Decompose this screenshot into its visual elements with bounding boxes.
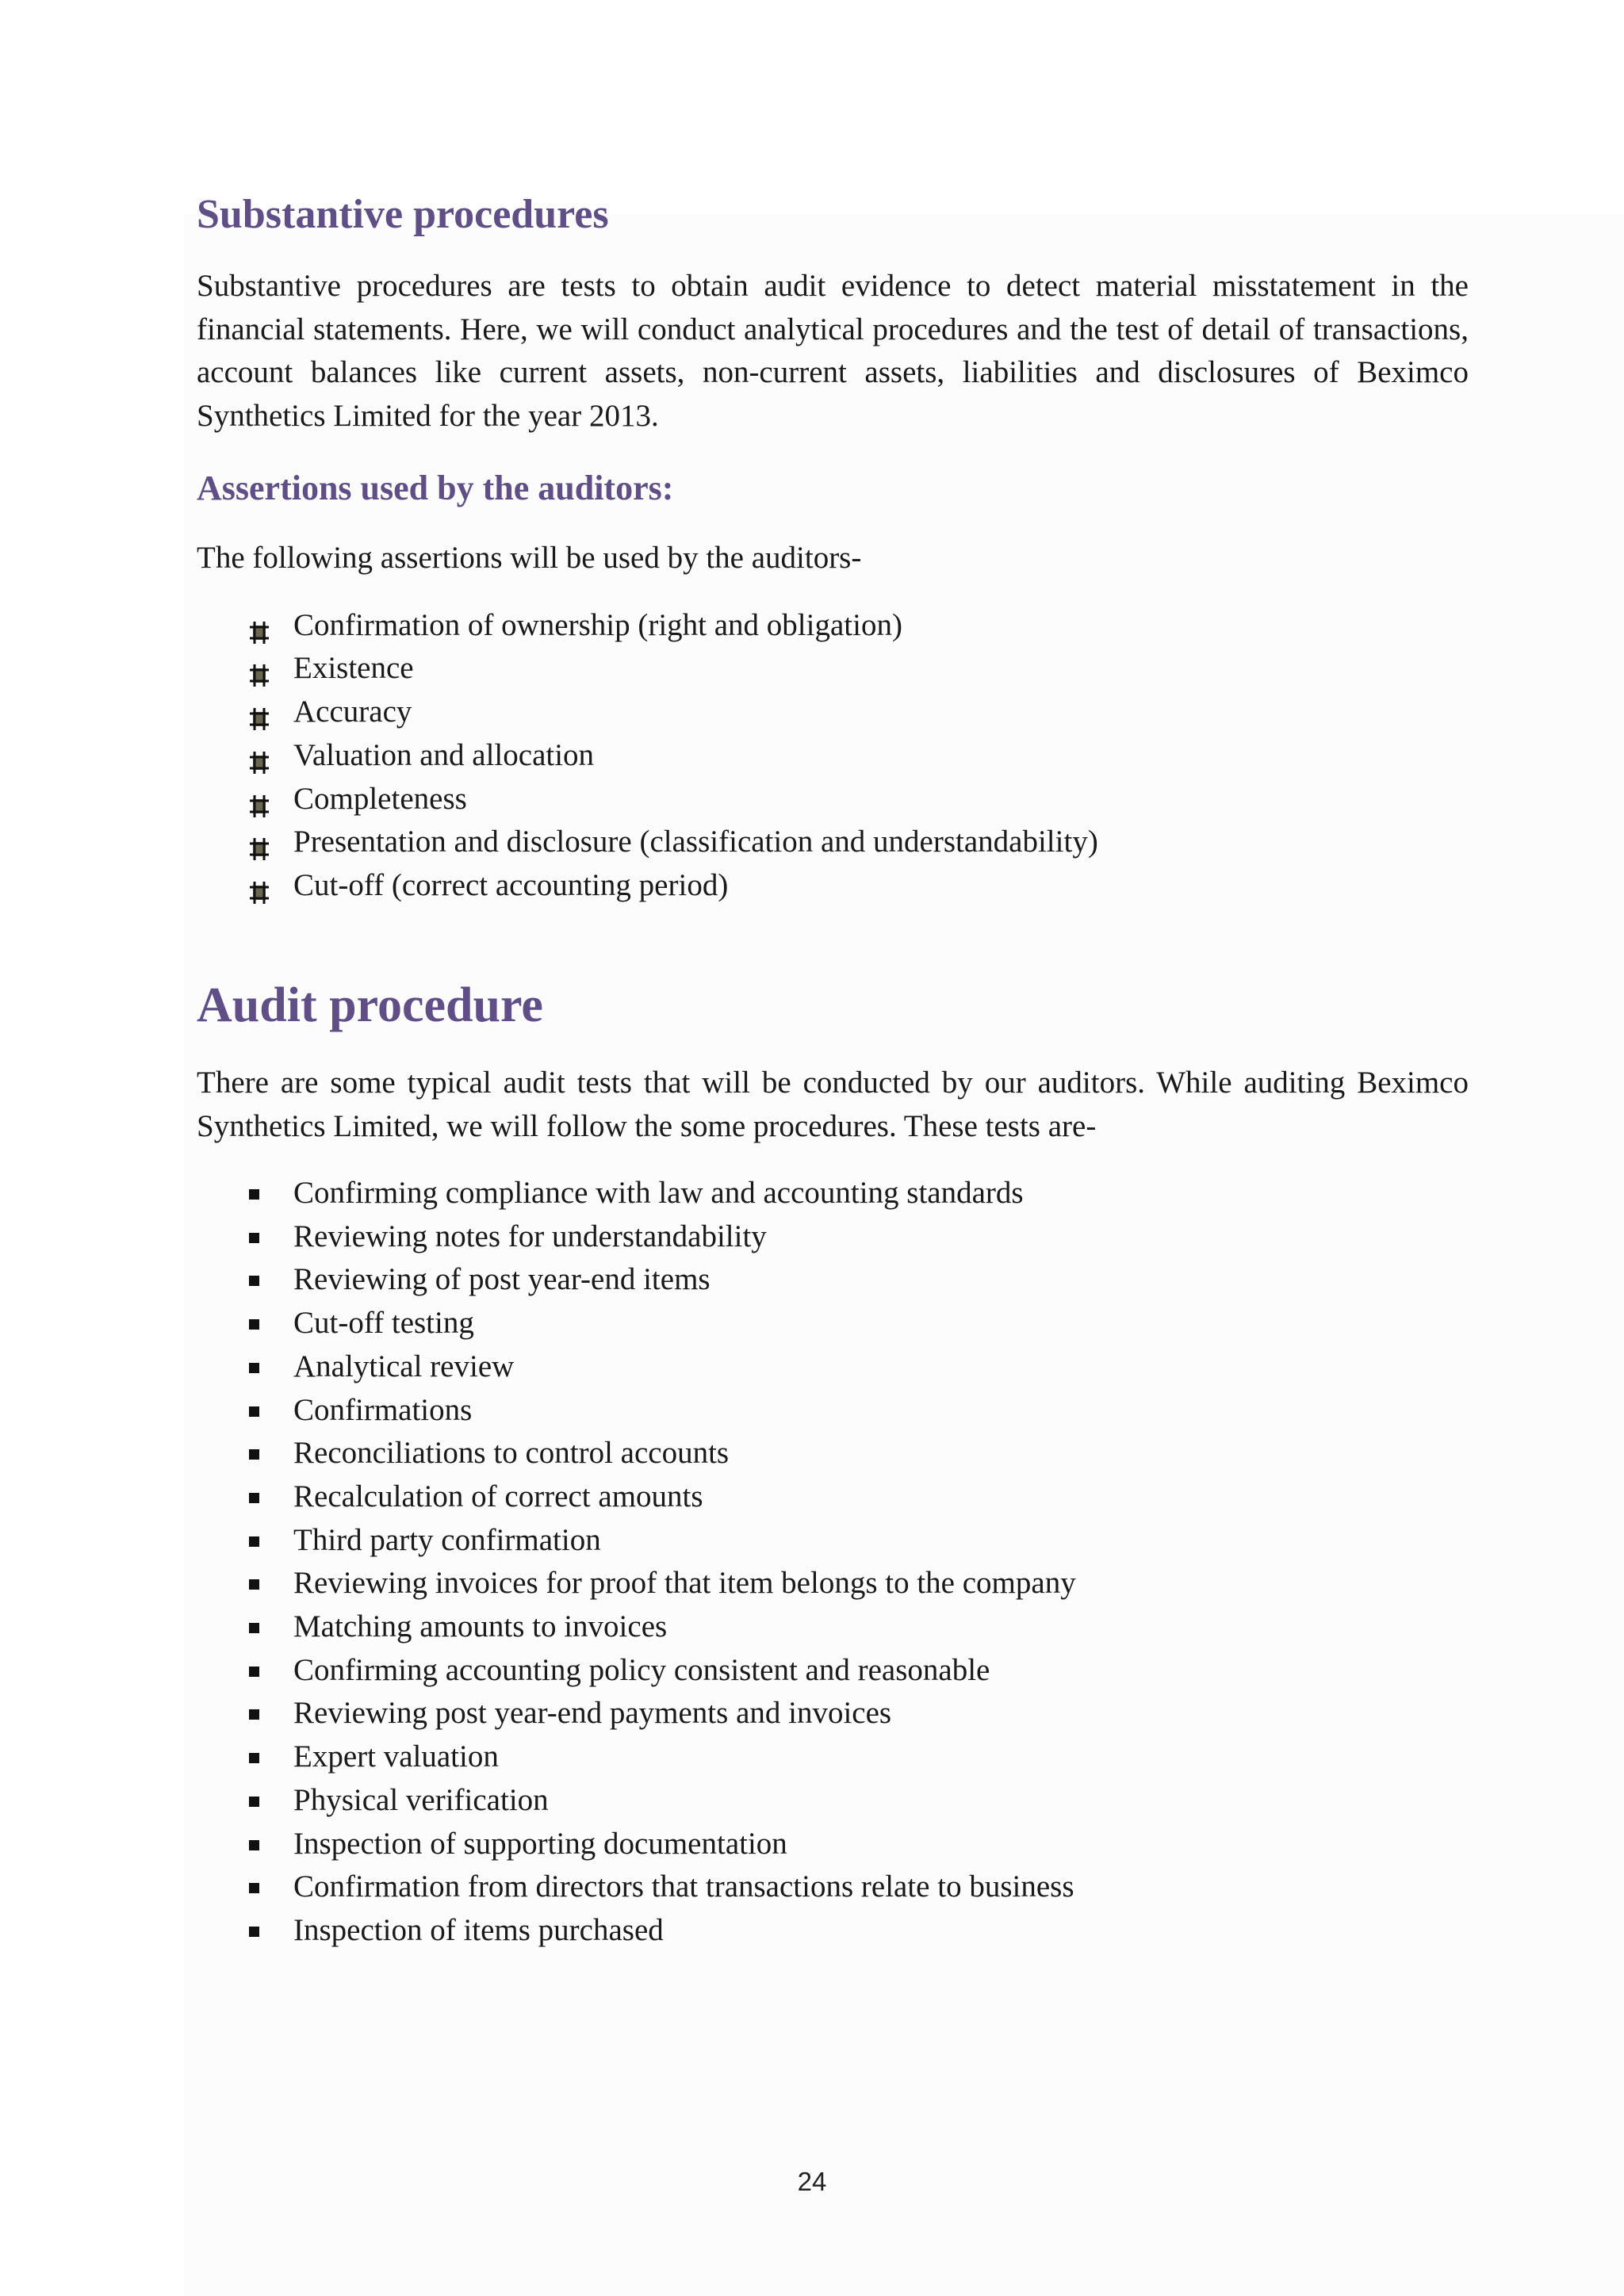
list-item bbox=[197, 1735, 1469, 1779]
paragraph-assertions-intro: The following assertions will be used by the auditors- bbox=[197, 541, 862, 576]
square-bullet-icon bbox=[249, 1623, 259, 1633]
list-item-label: Confirming compliance with law and accounting standards bbox=[293, 1176, 1024, 1210]
list-item bbox=[197, 1475, 1469, 1519]
list-item bbox=[197, 1432, 1469, 1475]
square-bullet-icon bbox=[249, 1493, 259, 1503]
list-item bbox=[197, 691, 1469, 734]
list-item bbox=[197, 1866, 1469, 1909]
list-item-label: Reviewing invoices for proof that item belongs to the company bbox=[293, 1566, 1076, 1601]
list-item bbox=[197, 1605, 1469, 1649]
paragraph-audit-procedure: There are some typical audit tests that will be conducted by our auditors. While auditing Beximco Synthetics Limited, we will follow the some procedures. These tests are- bbox=[197, 1066, 1469, 1143]
list-item bbox=[197, 604, 1469, 648]
square-bullet-icon bbox=[249, 1927, 259, 1937]
list-item bbox=[197, 864, 1469, 908]
list-item bbox=[197, 734, 1469, 778]
list-item-label: Inspection of supporting documentation bbox=[293, 1826, 787, 1861]
heading-assertions: Assertions used by the auditors: bbox=[197, 469, 674, 508]
list-item-label: Recalculation of correct amounts bbox=[293, 1479, 703, 1513]
square-bullet-icon bbox=[249, 1579, 259, 1590]
procedures-list bbox=[197, 1172, 1469, 1953]
square-bullet-icon bbox=[249, 1319, 259, 1330]
document-body bbox=[197, 190, 1469, 1953]
square-bullet-icon bbox=[249, 1406, 259, 1417]
list-item-label: Confirmations bbox=[293, 1392, 473, 1427]
list-item-label: Reviewing of post year-end items bbox=[293, 1262, 710, 1297]
list-item bbox=[197, 1389, 1469, 1433]
list-item bbox=[197, 647, 1469, 691]
list-item bbox=[197, 778, 1469, 821]
list-item-label: Reviewing post year-end payments and invoices bbox=[293, 1696, 892, 1731]
page-number: 24 bbox=[797, 2167, 827, 2196]
list-item-label: Physical verification bbox=[293, 1782, 549, 1817]
list-item bbox=[197, 1649, 1469, 1693]
paragraph-substantive-procedures: Substantive procedures are tests to obtain audit evidence to detect material misstatement in the financial statements. Here, we will conduct analytical procedures and the test of detail of transactions, account balances like current assets, non-current assets, liabilities and disclosures of Beximco Synthetics Limited for the year 2013. bbox=[197, 269, 1469, 433]
list-item-label: Reconciliations to control accounts bbox=[293, 1436, 730, 1471]
list-item-label: Valuation and allocation bbox=[293, 737, 595, 772]
hash-square-icon bbox=[249, 744, 270, 767]
list-item-label: Confirmation of ownership (right and obligation) bbox=[293, 607, 902, 642]
list-item bbox=[197, 1909, 1469, 1953]
hash-square-icon bbox=[249, 656, 270, 680]
heading-audit-procedure: Audit procedure bbox=[197, 978, 543, 1032]
list-item bbox=[197, 1258, 1469, 1302]
list-item bbox=[197, 1302, 1469, 1345]
list-item-label: Confirming accounting policy consistent and reasonable bbox=[293, 1652, 990, 1687]
list-item bbox=[197, 1823, 1469, 1866]
square-bullet-icon bbox=[249, 1667, 259, 1677]
assertions-list bbox=[197, 604, 1469, 908]
list-item bbox=[197, 1215, 1469, 1259]
square-bullet-icon bbox=[249, 1363, 259, 1373]
list-item-label: Existence bbox=[293, 651, 414, 686]
list-item bbox=[197, 821, 1469, 864]
list-item-label: Cut-off (correct accounting period) bbox=[293, 867, 729, 902]
square-bullet-icon bbox=[249, 1536, 259, 1547]
hash-square-icon bbox=[249, 614, 270, 637]
square-bullet-icon bbox=[249, 1709, 259, 1720]
list-item-label: Third party confirmation bbox=[293, 1522, 601, 1557]
square-bullet-icon bbox=[249, 1233, 259, 1243]
list-item-label: Presentation and disclosure (classification and understandability) bbox=[293, 825, 1098, 859]
list-item-label: Confirmation from directors that transactions relate to business bbox=[293, 1869, 1074, 1904]
list-item-label: Cut-off testing bbox=[293, 1306, 474, 1341]
square-bullet-icon bbox=[249, 1189, 259, 1200]
square-bullet-icon bbox=[249, 1840, 259, 1850]
list-item bbox=[197, 1692, 1469, 1735]
list-item bbox=[197, 1172, 1469, 1215]
square-bullet-icon bbox=[249, 1753, 259, 1763]
hash-square-icon bbox=[249, 787, 270, 811]
square-bullet-icon bbox=[249, 1449, 259, 1460]
square-bullet-icon bbox=[249, 1276, 259, 1286]
list-item-label: Matching amounts to invoices bbox=[293, 1609, 668, 1644]
list-item bbox=[197, 1345, 1469, 1389]
square-bullet-icon bbox=[249, 1883, 259, 1893]
list-item-label: Analytical review bbox=[293, 1349, 515, 1383]
heading-substantive-procedures: Substantive procedures bbox=[197, 192, 609, 237]
list-item bbox=[197, 1779, 1469, 1823]
hash-square-icon bbox=[249, 874, 270, 897]
list-item-label: Inspection of items purchased bbox=[293, 1912, 664, 1947]
square-bullet-icon bbox=[249, 1797, 259, 1807]
hash-square-icon bbox=[249, 700, 270, 724]
list-item-label: Reviewing notes for understandability bbox=[293, 1219, 767, 1253]
hash-square-icon bbox=[249, 830, 270, 854]
list-item-label: Accuracy bbox=[293, 695, 412, 729]
list-item bbox=[197, 1562, 1469, 1605]
list-item-label: Expert valuation bbox=[293, 1739, 499, 1774]
list-item-label: Completeness bbox=[293, 781, 467, 816]
list-item bbox=[197, 1519, 1469, 1563]
